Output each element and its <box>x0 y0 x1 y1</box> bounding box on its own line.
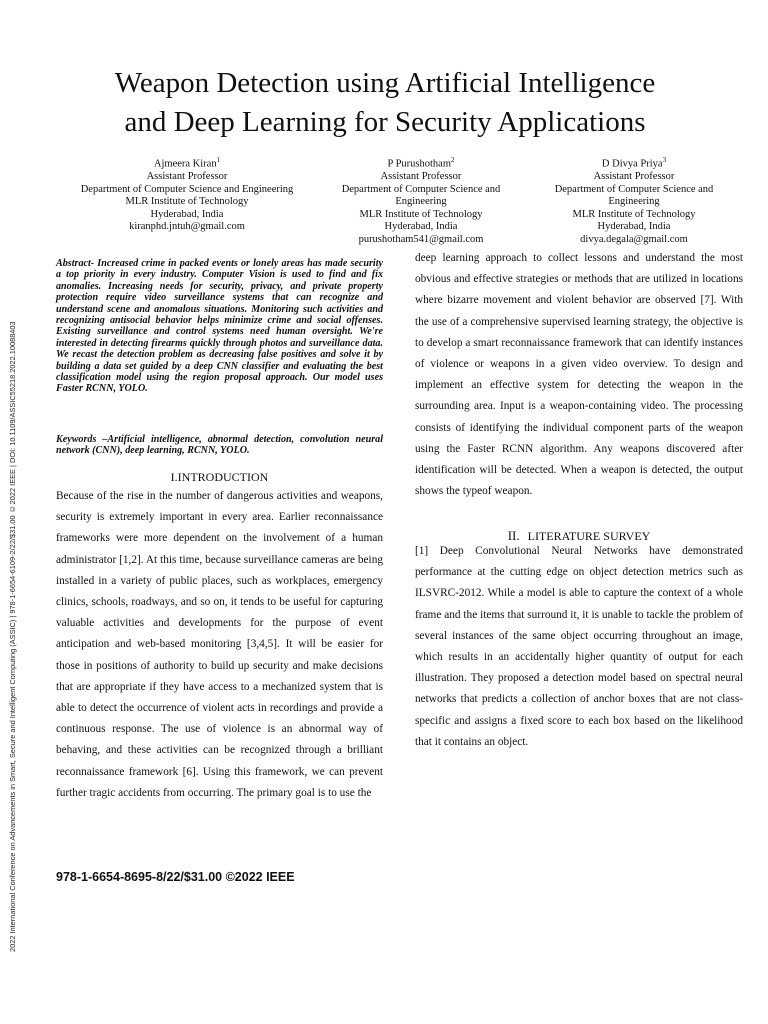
author-department: Department of Computer Science and Engineering <box>554 183 714 208</box>
author-department: Department of Computer Science and Engineering <box>341 183 501 208</box>
section-number: II. <box>507 528 520 543</box>
author-city: Hyderabad, India <box>150 208 224 220</box>
author-name: D Divya Priya$^3$ <box>601 156 667 170</box>
author-block-2 <box>328 154 514 247</box>
copyright-footer: 978-1-6654-8695-8/22/$31.00 ©2022 IEEE <box>56 870 295 884</box>
introduction-body-continued: deep learning approach to collect lessons and understand the most obvious and effective strategies or methods that are utilized in locations where bizarre movement and violent behavior are observed [7]. With the use of a comprehensive supervised learning strategy, the objective is to develop a smart reconnaissance framework that can identify instances of violence or weapons in a given video overview. To design and implement an effective system for detecting the weapon in the surrounding area. Input is a weapon-containing video. The processing consists of identifying the individual component parts of the weapon using the Faster RCNN algorithm. Any weapons discovered after identification will be detected. When a weapon is detected, the output shows the typeof weapon. <box>415 252 743 498</box>
author-institution: MLR Institute of Technology <box>359 208 483 220</box>
author-email: kiranphd.jntuh@gmail.com <box>129 221 245 233</box>
literature-survey-body: [1] Deep Convolutional Neural Networks have demonstrated performance at the cutting edge on object detection metrics such as ILSVRC-2012. While a model is able to capture the context of a whole frame and the items that surround it, it is unable to tackle the problem of several instances of the same object occurring throughout an image, which results in an accidentally higher quantity of output for each illustration. They proposed a detection model based on spectral neural networks that predicts a collection of anchor boxes that are not class-specific and assigns a fixed score to each box based on the likelihood that it contains an object. <box>415 545 743 748</box>
author-name: Ajmeera Kiran$^1$ <box>153 156 221 170</box>
author-name: P Purushotham$^2$ <box>387 156 455 170</box>
title-line-1: Weapon Detection using Artificial Intelligence <box>114 67 656 99</box>
paper-title <box>60 64 710 142</box>
author-email: divya.degala@gmail.com <box>580 234 688 246</box>
author-role: Assistant Professor <box>593 171 675 183</box>
introduction-body: Because of the rise in the number of dangerous activities and weapons, security is extremely important in every area. Earlier reconnaissance frameworks were more dependent on the involvement of a human administrator [1,2]. At this time, because surveillance cameras are being installed in a variety of public places, such as workplaces, emergency clinics, schools, roadways, and so on, it tends to be useful for capturing valuable activities and developments for the purpose of event anticipation and web-based monitoring [3,4,5]. It will be easier for those in positions of authority to build up security and make decisions that are appropriate if they have access to a mechanized system that is able to detect the occurrence of violent acts in recordings and provide a continuous response. The use of violence is an abnormal way of behaving, and these activities can be recognized through a brilliant reconnaissance framework [6]. Using this framework, we can prevent further tragic accidents from occurring. The primary goal is to use the <box>56 490 383 799</box>
author-city: Hyderabad, India <box>384 221 458 233</box>
title-line-2: and Deep Learning for Security Applications <box>124 106 646 138</box>
author-role: Assistant Professor <box>380 171 462 183</box>
author-role: Assistant Professor <box>146 171 228 183</box>
section-heading-introduction: I.INTRODUCTION <box>170 470 269 484</box>
author-department: Department of Computer Science and Engineering <box>80 183 294 195</box>
author-email: purushotham541@gmail.com <box>358 234 484 246</box>
keywords: Keywords –Artificial intelligence, abnormal detection, convolution neural network (CNN), deep learning, RCNN, YOLO. <box>56 434 383 457</box>
author-institution: MLR Institute of Technology <box>125 196 249 208</box>
publication-side-strip: 2022 International Conference on Advancements in Smart, Secure and Intelligent Computing (ASSIC) | 978-1-6654-6109-2/22/$31.00 ©2022 IEEE | DOI: 10.1109/ASSIC55218.2022.10088403 <box>8 321 17 952</box>
author-city: Hyderabad, India <box>597 221 671 233</box>
abstract: Abstract- Increased crime in packed events or lonely areas has made security a top priority in every industry. Computer Vision is used to find and fix anomalies. Increasing needs for security, privacy, and private property protection require video surveillance systems that can recognize and understand scene and anomalous situations. Monitoring such activities and recognizing antisocial behavior helps minimize crime and social offenses. Existing surveillance and control systems need human oversight. We're interested in detecting firearms quickly through photos and surveillance data. We recast the detection problem as decreasing false positives and solve it by building a data set guided by a deep CNN classifier and evaluating the best classification model using the region proposal approach. Our model uses Faster RCNN, YOLO. <box>56 258 383 395</box>
section-title: LITERATURE SURVEY <box>527 529 651 543</box>
author-institution: MLR Institute of Technology <box>572 208 696 220</box>
author-block-3 <box>540 154 728 247</box>
author-block-1 <box>66 154 308 234</box>
